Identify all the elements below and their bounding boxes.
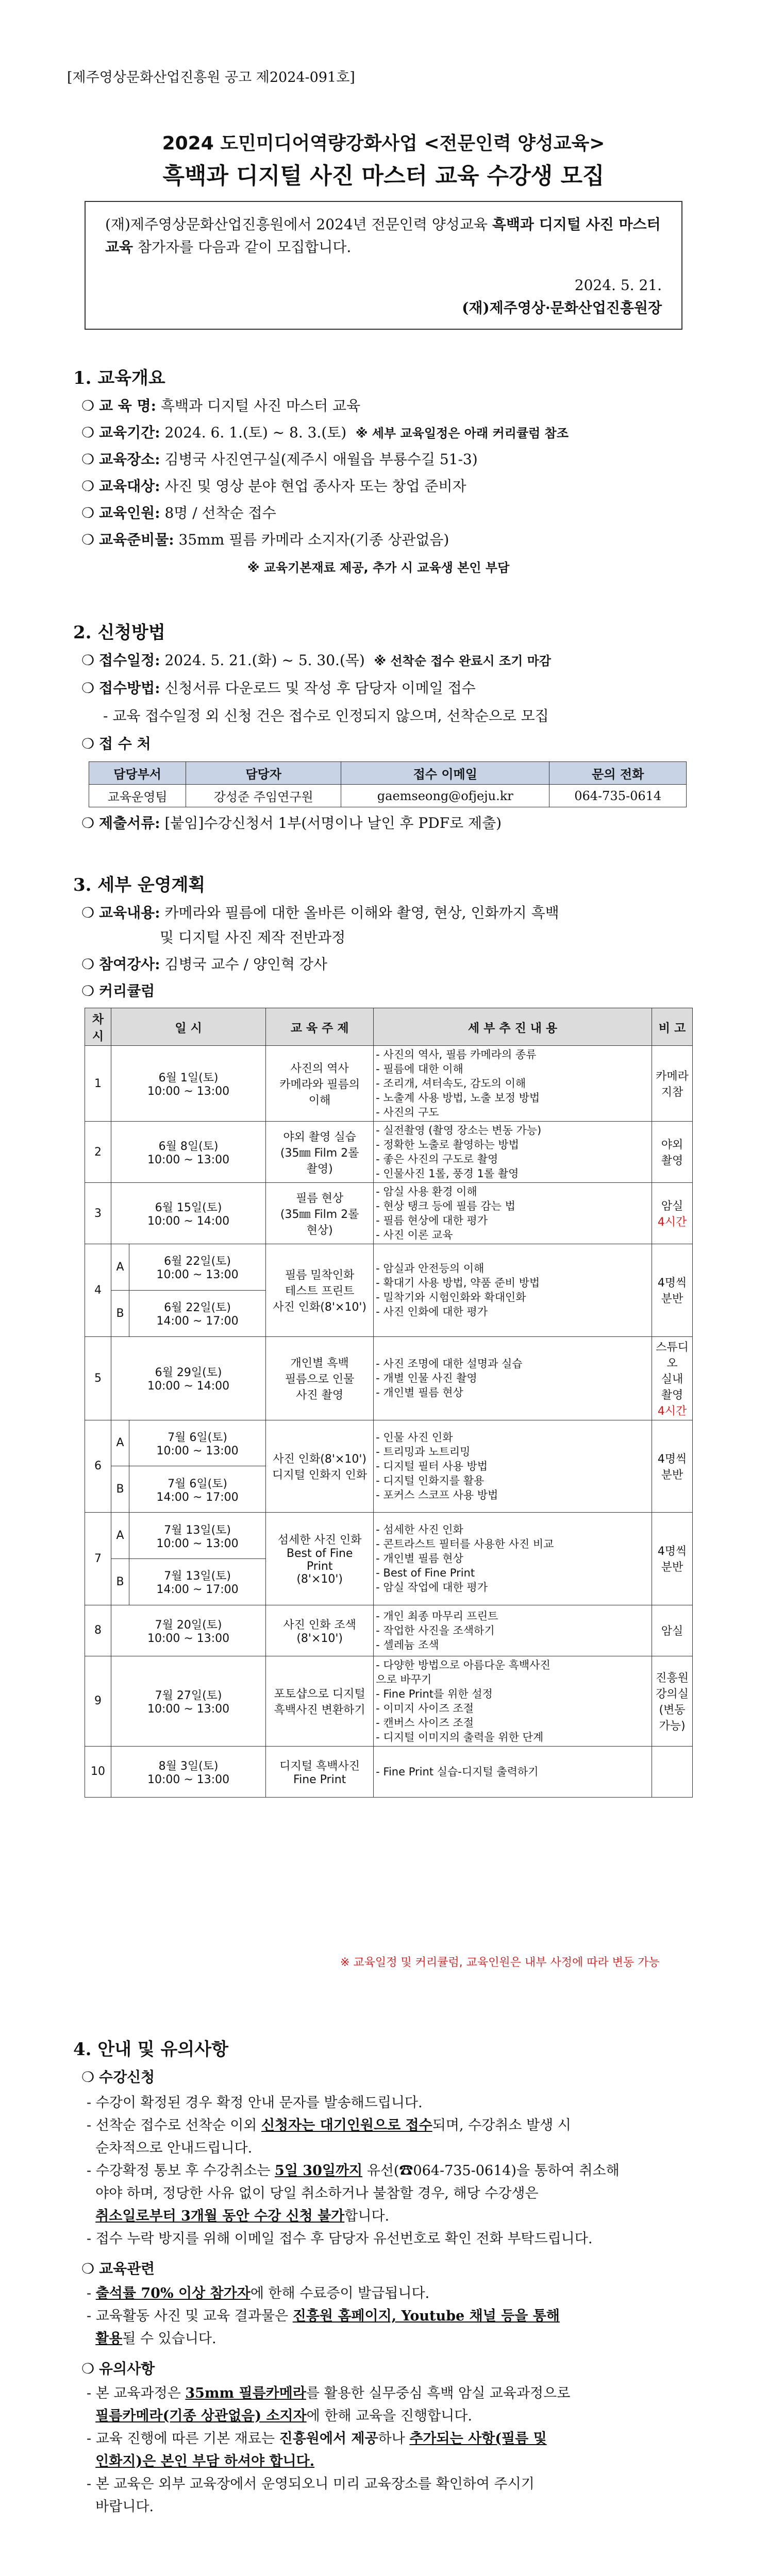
s1-label-4: 교육인원: (99, 504, 160, 521)
curriculum-topic: 사진의 역사 카메라와 필름의 이해 (266, 1046, 374, 1122)
s1-value-1: 2024. 6. 1.(토) ~ 8. 3.(토) (164, 424, 347, 441)
curriculum-details: - 인물 사진 인화 - 트리밍과 노트리밍 - 디지털 필터 사용 방법 - 디지털 인화지를 활용 - 포커스 스코프 사용 방법 (374, 1420, 652, 1513)
curriculum-row (85, 1336, 693, 1420)
s2-period: ❍ 접수일정: 2024. 5. 21.(화) ~ 5. 30.(목) ※ 선착순 접수 완료시 조기 마감 (81, 652, 551, 669)
curriculum-topic: 필름 현상 (35㎜ Film 2롤 현상) (266, 1183, 374, 1244)
s4-h1: 수강신청 (99, 2069, 155, 2086)
curriculum-no: 8 (85, 1605, 111, 1656)
curriculum-note (652, 1746, 693, 1797)
curriculum-datetime (129, 1466, 266, 1513)
curriculum-body (85, 1046, 693, 1798)
curriculum-row (85, 1244, 693, 1291)
curriculum-date: 6월 29일(토) (155, 1366, 222, 1380)
curriculum-row (85, 1605, 693, 1656)
contact-header-cell: 문의 전화 (549, 762, 687, 785)
curriculum-topic: 사진 인화(8'×10') 디지털 인화지 인화 (266, 1420, 374, 1513)
curriculum-row (85, 1420, 693, 1466)
contact-email[interactable]: gaemseong@ofjeju.kr (341, 785, 549, 807)
curriculum-date: 7월 20일(토) (155, 1618, 222, 1632)
intro-date: 2024. 5. 21. (574, 277, 662, 294)
s3-teacher-value: 김병국 교수 / 양인혁 강사 (164, 956, 327, 973)
s1-value-0: 흑백과 디지털 사진 마스터 교육 (160, 397, 361, 414)
s1-label-1: 교육기간: (99, 424, 160, 441)
curriculum-date: 7월 6일(토) (168, 1477, 228, 1490)
curriculum-header-cell: 세 부 추 진 내 용 (374, 1008, 652, 1046)
s1-item-4: ❍ 교육인원: 8명 / 선착순 접수 (81, 504, 276, 521)
curriculum-group: A (111, 1244, 129, 1291)
s1-label-3: 교육대상: (99, 478, 160, 495)
s4-h3: 유의사항 (99, 2360, 155, 2377)
curriculum-time: 14:00 ~ 17:00 (156, 1490, 239, 1504)
s2-contact-label: 접 수 처 (99, 735, 151, 752)
curriculum-topic: 포토샵으로 디지털 흑백사진 변환하기 (266, 1656, 374, 1746)
curriculum-no: 5 (85, 1336, 111, 1420)
s1-note: ※ 교육기본재료 제공, 추가 시 교육생 본인 부담 (247, 561, 510, 575)
curriculum-date: 7월 13일(토) (164, 1523, 231, 1537)
curriculum-topic: 사진 인화 조색 (8'×10') (266, 1605, 374, 1656)
curriculum-datetime (111, 1183, 266, 1244)
curriculum-note: 스튜디오 실내 촬영 4시간 (652, 1336, 693, 1420)
curriculum-time: 10:00 ~ 14:00 (147, 1380, 230, 1393)
curriculum-date: 7월 13일(토) (164, 1570, 231, 1583)
curriculum-time: 10:00 ~ 14:00 (147, 1215, 230, 1228)
curriculum-time: 14:00 ~ 17:00 (156, 1315, 239, 1328)
s2-method-label: 접수방법: (99, 680, 160, 697)
contact-phone: 064-735-0614 (549, 785, 687, 807)
title-line-2: 흑백과 디지털 사진 마스터 교육 수강생 모집 (162, 163, 605, 189)
curriculum-topic: 개인별 흑백 필름으로 인물 사진 촬영 (266, 1336, 374, 1420)
curriculum-time: 14:00 ~ 17:00 (156, 1583, 239, 1597)
curriculum-topic: 섬세한 사진 인화 Best of Fine Print (8'×10') (266, 1513, 374, 1605)
curriculum-time: 10:00 ~ 13:00 (147, 1632, 230, 1645)
curriculum-date: 8월 3일(토) (158, 1759, 219, 1773)
intro-text-post: 참가자를 다음과 같이 모집합니다. (133, 239, 352, 256)
curriculum-details: - Fine Print 실습-디지털 출력하기 (374, 1746, 652, 1797)
curriculum-header-cell: 비 고 (652, 1008, 693, 1046)
curriculum-date: 7월 6일(토) (168, 1431, 228, 1444)
curriculum-details: - 암실과 안전등의 이해 - 확대기 사용 방법, 약품 준비 방법 - 밀착기와 시험인화와 확대인화 - 사진 인화에 대한 평가 (374, 1244, 652, 1337)
section-2-title: 2. 신청방법 (73, 622, 165, 643)
intro-text-bold: 흑백과 디지털 사진 마스터 교육 (105, 216, 661, 256)
curriculum-datetime (129, 1420, 266, 1466)
curriculum-note: 암실 (652, 1605, 693, 1656)
s2-period-label: 접수일정: (99, 652, 160, 669)
s1-label-2: 교육장소: (99, 451, 160, 468)
s1-value-3: 사진 및 영상 분야 현업 종사자 또는 창업 준비자 (164, 478, 466, 495)
curriculum-details: - 사진의 역사, 필름 카메라의 종류 - 필름에 대한 이해 - 조리개, 셔터속도, 감도의 이해 - 노출계 사용 방법, 노출 보정 방법 - 사진의 구도 (374, 1046, 652, 1122)
curriculum-no: 2 (85, 1122, 111, 1183)
section-3-title: 3. 세부 운영계획 (73, 875, 206, 895)
curriculum-header-cell: 일 시 (111, 1008, 266, 1046)
s1-item-1: ❍ 교육기간: 2024. 6. 1.(토) ~ 8. 3.(토) ※ 세부 교육일정은 아래 커리큘럼 참조 (81, 424, 569, 441)
curriculum-row (85, 1513, 693, 1559)
curriculum-datetime (111, 1605, 266, 1656)
curriculum-row (85, 1183, 693, 1244)
curriculum-date: 6월 1일(토) (158, 1072, 219, 1084)
s1-value-4: 8명 / 선착순 접수 (164, 504, 276, 521)
contact-cell: 강성준 주임연구원 (186, 785, 341, 807)
curriculum-datetime (129, 1244, 266, 1291)
curriculum-no: 4 (85, 1244, 111, 1337)
curriculum-time: 10:00 ~ 13:00 (156, 1537, 239, 1550)
s2-docs: ❍ 제출서류: [붙임]수강신청서 1부(서명이나 날인 후 PDF로 제출) (81, 815, 502, 832)
curriculum-note: 4명씩 분반 (652, 1513, 693, 1605)
curriculum-time: 10:00 ~ 13:00 (147, 1773, 230, 1786)
curriculum-note: 4명씩 분반 (652, 1420, 693, 1513)
s4-heading-3: ❍ 유의사항 (81, 2360, 155, 2377)
curriculum-header-cell: 차 시 (85, 1008, 111, 1046)
contact-header-cell: 담당부서 (89, 762, 186, 785)
curriculum-no: 10 (85, 1746, 111, 1797)
intro-box (85, 201, 682, 330)
curriculum-table (85, 1008, 693, 1798)
s2-docs-value: [붙임]수강신청서 1부(서명이나 날인 후 PDF로 제출) (164, 815, 502, 832)
s1-label-0: 교 육 명: (99, 397, 156, 414)
curriculum-note: 진흥원 강의실 (변동 가능) (652, 1656, 693, 1746)
s3-teacher-label: 참여강사: (99, 956, 160, 973)
curriculum-note: 야외 촬영 (652, 1122, 693, 1183)
curriculum-datetime (129, 1513, 266, 1559)
curriculum-details: - 다양한 방법으로 아름다운 흑백사진 으로 바꾸기 - Fine Print를 위한 설정 - 이미지 사이즈 조절 - 캔버스 사이즈 조절 - 디지털 이미지의 출력을 위한 단계 (374, 1656, 652, 1746)
s2-docs-label: 제출서류: (99, 815, 160, 832)
curriculum-details: - 실전촬영 (촬영 장소는 변동 가능) - 정확한 노출로 촬영하는 방법 - 좋은 사진의 구도로 촬영 - 인물사진 1롤, 풍경 1롤 촬영 (374, 1122, 652, 1183)
curriculum-row (85, 1656, 693, 1746)
curriculum-no: 7 (85, 1513, 111, 1605)
s4-block-3: - 본 교육과정은 35mm 필름카메라를 활용한 실무중심 흑백 암실 교육과정으로 필름카메라(기종 상관없음) 소지자에 한해 교육을 진행합니다. - 교육 진행에 따른 기본 재료는 진흥원에서 제공하나 추가되는 사항(필름 및 인화지)은 본인 부담 하셔야 합니다. - 본 교육은 외부 교육장에서 운영되오니 미리 교육장소를 확인하여 주시기 바랍니다. (87, 2385, 571, 2515)
curriculum-time: 10:00 ~ 13:00 (156, 1268, 239, 1282)
curriculum-group: B (111, 1290, 129, 1336)
curriculum-datetime (111, 1122, 266, 1183)
s1-extra-1: ※ 세부 교육일정은 아래 커리큘럼 참조 (356, 426, 569, 440)
s2-contact: ❍ 접 수 처 (81, 735, 151, 752)
curriculum-footnote: ※ 교육일정 및 커리큘럼, 교육인원은 내부 사정에 따라 변동 가능 (340, 1956, 660, 1969)
curriculum-group: A (111, 1420, 129, 1466)
contact-table-header (89, 762, 687, 785)
curriculum-header (85, 1008, 693, 1046)
s1-value-5: 35mm 필름 카메라 소지자(기종 상관없음) (178, 531, 449, 548)
s1-value-2: 김병국 사진연구실(제주시 애월읍 부룡수길 51-3) (164, 451, 478, 468)
s2-method-value: 신청서류 다운로드 및 작성 후 담당자 이메일 접수 (164, 680, 476, 697)
contact-table (89, 761, 687, 807)
curriculum-time: 10:00 ~ 13:00 (147, 1085, 230, 1098)
curriculum-note: 4명씩 분반 (652, 1244, 693, 1337)
curriculum-time: 10:00 ~ 13:00 (147, 1154, 230, 1166)
s4-heading-1: ❍ 수강신청 (81, 2069, 155, 2086)
s1-item-2: ❍ 교육장소: 김병국 사진연구실(제주시 애월읍 부룡수길 51-3) (81, 451, 478, 468)
s3-content: ❍ 교육내용: 카메라와 필름에 대한 올바른 이해와 촬영, 현상, 인화까지 흑백 (81, 904, 559, 921)
contact-table-row (89, 785, 687, 807)
curriculum-topic: 디지털 흑백사진 Fine Print (266, 1746, 374, 1797)
s1-item-5: ❍ 교육준비물: 35mm 필름 카메라 소지자(기종 상관없음) (81, 531, 449, 548)
curriculum-details: - 사진 조명에 대한 설명과 실습 - 개별 인물 사진 촬영 - 개인별 필름 현상 (374, 1336, 652, 1420)
s3-curriculum-label: 커리큘럼 (99, 982, 155, 999)
curriculum-datetime (111, 1656, 266, 1746)
s1-label-5: 교육준비물: (99, 531, 174, 548)
s4-block-1: - 수강이 확정된 경우 확정 안내 문자를 발송해드립니다. - 선착순 접수로 선착순 이외 신청자는 대기인원으로 접수되며, 수강취소 발생 시 순차적으로 안내드립니다. - 수강확정 통보 후 수강취소는 5일 30일까지 유선(☎064-735-0614)을 통하여 취소해 야야 하며, 정당한 사유 없이 당일 취소하거나 불참할 경우, 해당 수강생은 취소일로부터 3개월 동안 수강 신청 불가합니다. - 접수 누락 방지를 위해 이메일 접수 후 담당자 유선번호로 확인 전화 부탁드립니다. (87, 2095, 620, 2247)
s2-method: ❍ 접수방법: 신청서류 다운로드 및 작성 후 담당자 이메일 접수 (81, 680, 476, 697)
section-1-title: 1. 교육개요 (73, 368, 165, 388)
contact-header-cell: 접수 이메일 (341, 762, 549, 785)
s2-period-value: 2024. 5. 21.(화) ~ 5. 30.(목) (164, 652, 365, 669)
curriculum-time: 10:00 ~ 13:00 (147, 1702, 230, 1716)
s3-content-value-1: 카메라와 필름에 대한 올바른 이해와 촬영, 현상, 인화까지 흑백 (164, 904, 559, 921)
curriculum-details: - 암실 사용 환경 이해 - 현상 탱크 등에 필름 감는 법 - 필름 현상에 대한 평가 - 사진 이론 교육 (374, 1183, 652, 1244)
curriculum-row (85, 1046, 693, 1122)
curriculum-topic: 야외 촬영 실습 (35㎜ Film 2롤 촬영) (266, 1122, 374, 1183)
contact-header-cell: 담당자 (186, 762, 341, 785)
s4-block-2: - 출석률 70% 이상 참가자에 한해 수료증이 발급됩니다. - 교육활동 사진 및 교육 결과물은 진흥원 홈페이지, Youtube 채널 등을 통해 활용될 수 있습니다. (87, 2285, 560, 2347)
curriculum-row (85, 1746, 693, 1797)
curriculum-header-cell: 교 육 주 제 (266, 1008, 374, 1046)
s1-item-0: ❍ 교 육 명: 흑백과 디지털 사진 마스터 교육 (81, 397, 361, 414)
intro-signature (462, 274, 662, 319)
curriculum-note: 암실 4시간 (652, 1183, 693, 1244)
s2-method-sub: - 교육 접수일정 외 신청 건은 접수로 인정되지 않으며, 선착순으로 모집 (103, 707, 549, 724)
curriculum-date: 6월 15일(토) (155, 1201, 222, 1214)
curriculum-datetime (129, 1558, 266, 1605)
notice-number: [제주영상문화산업진흥원 공고 제2024-091호] (67, 70, 355, 86)
s3-teacher: ❍ 참여강사: 김병국 교수 / 양인혁 강사 (81, 956, 327, 973)
s3-curriculum: ❍ 커리큘럼 (81, 982, 155, 999)
curriculum-details: - 섬세한 사진 인화 - 콘트라스트 필터를 사용한 사진 비교 - 개인별 필름 현상 - Best of Fine Print - 암실 작업에 대한 평가 (374, 1513, 652, 1605)
s2-period-extra: ※ 선착순 접수 완료시 조기 마감 (374, 654, 551, 668)
curriculum-group: A (111, 1513, 129, 1559)
section-4-title: 4. 안내 및 유의사항 (73, 2039, 228, 2060)
curriculum-datetime (111, 1336, 266, 1420)
contact-cell: 교육운영팀 (89, 785, 186, 807)
curriculum-no: 1 (85, 1046, 111, 1122)
curriculum-group: B (111, 1466, 129, 1513)
curriculum-date: 6월 22일(토) (164, 1255, 231, 1268)
intro-text-pre: (재)제주영상문화산업진흥원에서 2024년 전문인력 양성교육 (105, 216, 492, 233)
curriculum-datetime (111, 1746, 266, 1797)
s3-content-value-2: 및 디지털 사진 제작 전반과정 (160, 929, 346, 946)
intro-org: (재)제주영상·문화산업진흥원장 (462, 299, 662, 316)
curriculum-topic: 필름 밀착인화 테스트 프린트 사진 인화(8'×10') (266, 1244, 374, 1337)
curriculum-datetime (111, 1046, 266, 1122)
curriculum-date: 7월 27일(토) (155, 1689, 222, 1702)
curriculum-note: 카메라 지참 (652, 1046, 693, 1122)
curriculum-no: 6 (85, 1420, 111, 1513)
curriculum-datetime (129, 1290, 266, 1336)
s3-content-label: 교육내용: (99, 904, 160, 921)
curriculum-date: 6월 8일(토) (158, 1140, 219, 1153)
curriculum-group: B (111, 1558, 129, 1605)
s4-h2: 교육관련 (99, 2260, 155, 2277)
s4-heading-2: ❍ 교육관련 (81, 2260, 155, 2277)
curriculum-details: - 개인 최종 마무리 프린트 - 작업한 사진을 조색하기 - 셀레늄 조색 (374, 1605, 652, 1656)
s1-item-3: ❍ 교육대상: 사진 및 영상 분야 현업 종사자 또는 창업 준비자 (81, 478, 466, 495)
curriculum-date: 6월 22일(토) (164, 1301, 231, 1315)
title-line-1: 2024 도민미디어역량강화사업 <전문인력 양성교육> (162, 133, 605, 154)
curriculum-no: 3 (85, 1183, 111, 1244)
curriculum-time: 10:00 ~ 13:00 (156, 1444, 239, 1458)
curriculum-no: 9 (85, 1656, 111, 1746)
curriculum-row (85, 1122, 693, 1183)
